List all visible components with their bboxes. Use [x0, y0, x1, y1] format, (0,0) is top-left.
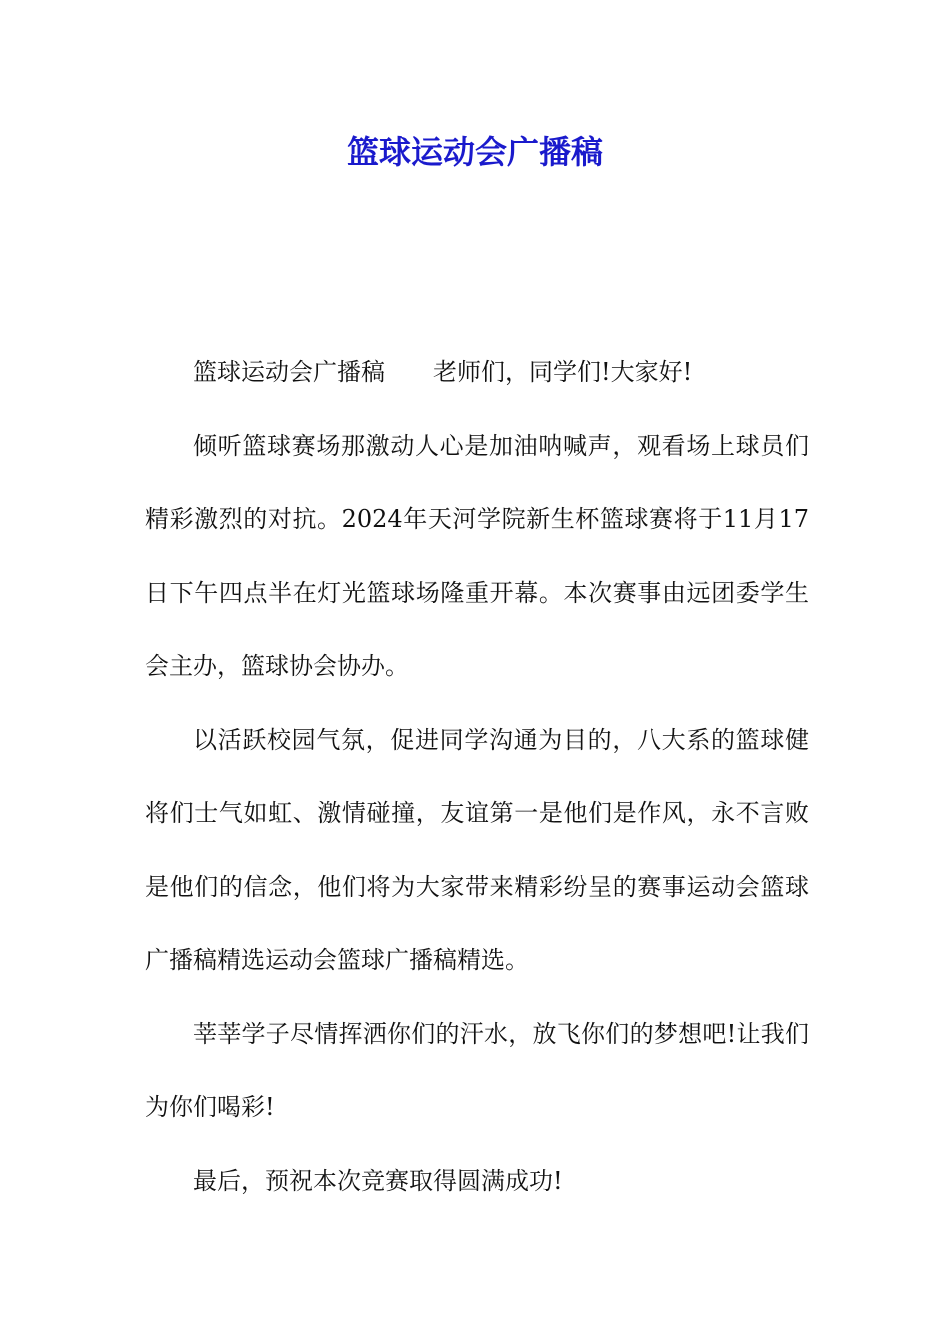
document-body [145, 336, 809, 1218]
opening-lead: 篮球运动会广播稿 [193, 358, 385, 386]
opening-paragraph [145, 336, 809, 410]
opening-greeting: 老师们，同学们!大家好! [433, 358, 693, 386]
body-paragraph-2: 以活跃校园气氛，促进同学沟通为目的，八大系的篮球健将们士气如虹、激情碰撞，友谊第一是他们是作风，永不言败是他们的信念，他们将为大家带来精彩纷呈的赛事运动会篮球广播稿精选运动会篮球广播稿精选。 [145, 725, 809, 974]
body-paragraph-3: 莘莘学子尽情挥洒你们的汗水，放飞你们的梦想吧!让我们为你们喝彩! [145, 1019, 809, 1121]
body-paragraph-1: 倾听篮球赛场那激动人心是加油呐喊声，观看场上球员们精彩激烈的对抗。2024年天河学院新生杯篮球赛将于11月17日下午四点半在灯光篮球场隆重开幕。本次赛事由远团委学生会主办，篮球协会协办。 [145, 431, 809, 680]
document-title: 篮球运动会广播稿 [346, 133, 603, 171]
body-paragraph-4: 最后，预祝本次竞赛取得圆满成功! [193, 1166, 563, 1195]
